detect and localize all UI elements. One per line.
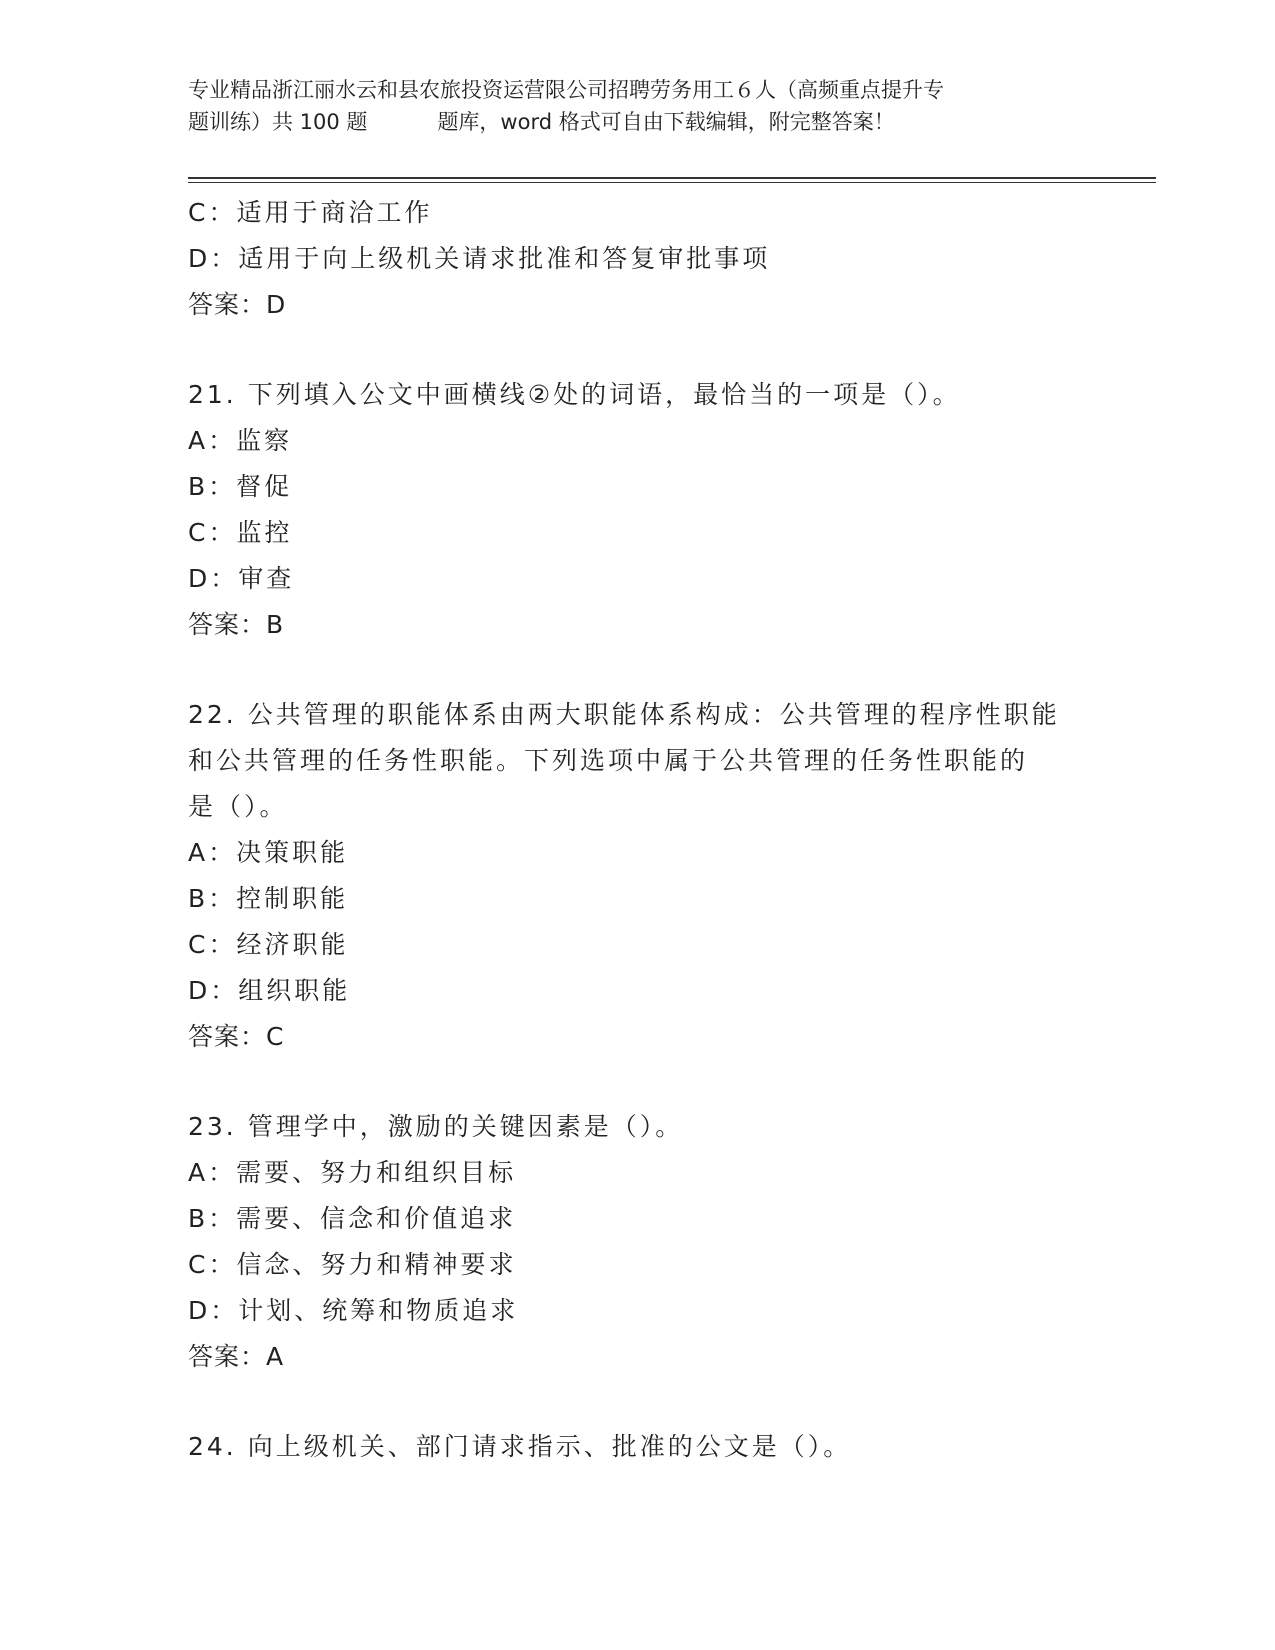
option-b: B：需要、信念和价值追求 [188,1204,517,1233]
header-title-line2 [188,106,1088,138]
question-stem-line3: 是（）。 [188,792,288,821]
option-d: D：审查 [188,564,295,593]
answer-line: 答案：B [188,610,285,639]
document-header [188,74,1088,138]
option-d: D：适用于向上级机关请求批准和答复审批事项 [188,244,771,273]
header-title-count: 题训练）共 100 题 [188,110,368,134]
question-22 [188,692,1088,1060]
header-divider-thin [188,182,1156,183]
option-a: A：需要、努力和组织目标 [188,1158,517,1187]
option-b: B：控制职能 [188,884,349,913]
option-d: D：计划、统筹和物质追求 [188,1296,519,1325]
header-title-description: 题库，word 格式可自由下载编辑，附完整答案！ [437,110,895,134]
option-c: C：适用于商洽工作 [188,198,433,227]
question-stem-line2: 和公共管理的任务性职能。下列选项中属于公共管理的任务性职能的 [188,746,1029,775]
previous-question-block [188,190,1088,328]
question-stem: 23. 管理学中，激励的关键因素是（）。 [188,1112,684,1141]
question-stem-line1: 22. 公共管理的职能体系由两大职能体系构成：公共管理的程序性职能 [188,700,1060,729]
question-stem: 24. 向上级机关、部门请求指示、批准的公文是（）。 [188,1432,852,1461]
option-a: A：决策职能 [188,838,349,867]
question-list [188,190,1088,1470]
header-title-line1: 专业精品浙江丽水云和县农旅投资运营限公司招聘劳务用工６人（高频重点提升专 [188,78,944,102]
answer-line: 答案：A [188,1342,285,1371]
answer-line: 答案：C [188,1022,285,1051]
answer-line: 答案：D [188,290,287,319]
question-24 [188,1424,1088,1470]
question-23 [188,1104,1088,1380]
option-d: D：组织职能 [188,976,351,1005]
option-b: B：督促 [188,472,293,501]
option-a: A：监察 [188,426,293,455]
option-c: C：经济职能 [188,930,349,959]
header-divider-thick [188,177,1156,179]
option-c: C：信念、努力和精神要求 [188,1250,517,1279]
question-stem: 21. 下列填入公文中画横线②处的词语，最恰当的一项是（）。 [188,380,961,409]
option-c: C：监控 [188,518,293,547]
question-21 [188,372,1088,648]
